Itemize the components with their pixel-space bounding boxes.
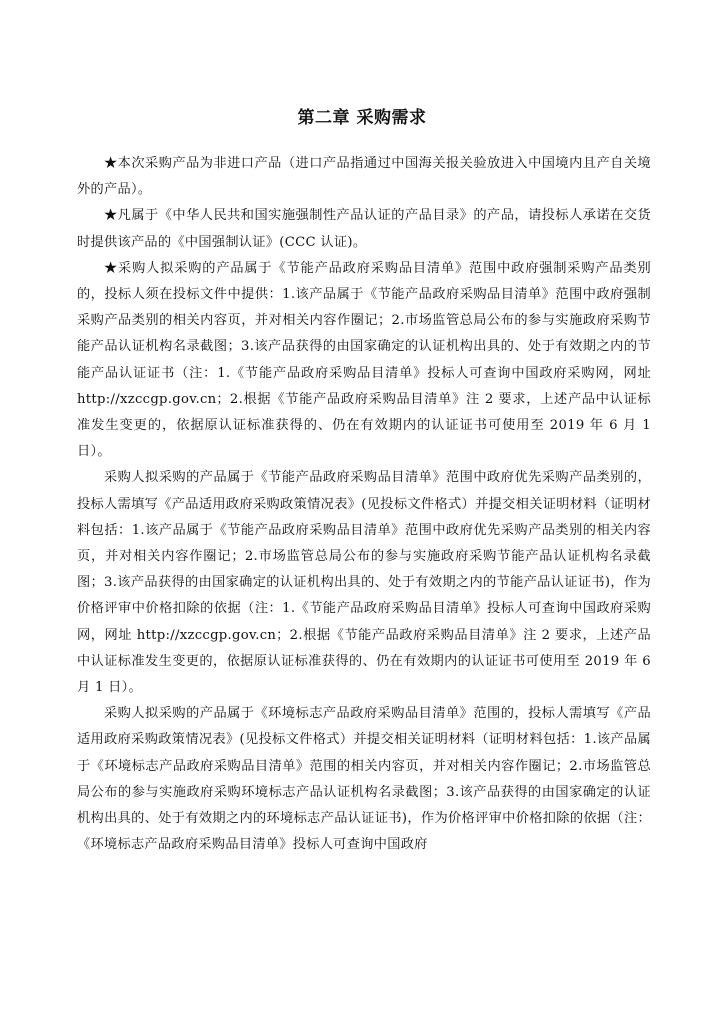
- paragraph-non-import: ★本次采购产品为非进口产品（进口产品指通过中国海关报关验放进入中国境内且产自关境外的产品）。: [77, 156, 651, 198]
- paragraph-energy-saving-mandatory: ★采购人拟采购的产品属于《节能产品政府采购品目清单》范围中政府强制采购产品类别的，投标人须在投标文件中提供：1.该产品属于《节能产品政府采购品目清单》范围中政府强制采购产品类别的相关内容页，并对相关内容作圈记；2.市场监管总局公布的参与实施政府采购节能产品认证机构名录截图；3.该产品获得的由国家确定的认证机构出具的、处于有效期之内的节能产品认证证书（注：1.《节能产品政府采购品目清单》投标人可查询中国政府采购网，网址 http://xzccgp.gov.cn；2.根据《节能产品政府采购品目清单》注 2 要求，上述产品中认证标准发生变更的，依据原认证标准获得的、仍在有效期内的认证证书可使用至 2019 年 6 月 1 日）。: [77, 260, 651, 460]
- chapter-title: 第二章 采购需求: [297, 108, 427, 128]
- body-text: [77, 151, 651, 858]
- paragraph-energy-saving-priority: 采购人拟采购的产品属于《节能产品政府采购品目清单》范围中政府优先采购产品类别的，投标人需填写《产品适用政府采购政策情况表》(见投标文件格式）并提交相关证明材料（证明材料包括：1.该产品属于《节能产品政府采购品目清单》范围中政府优先采购产品类别的相关内容页，并对相关内容作圈记；2.市场监管总局公布的参与实施政府采购节能产品认证机构名录截图；3.该产品获得的由国家确定的认证机构出具的、处于有效期之内的节能产品认证证书)，作为价格评审中价格扣除的依据（注：1.《节能产品政府采购品目清单》投标人可查询中国政府采购网，网址 http://xzccgp.gov.cn；2.根据《节能产品政府采购品目清单》注 2 要求，上述产品中认证标准发生变更的，依据原认证标准获得的、仍在有效期内的认证证书可使用至 2019 年 6 月 1 日）。: [77, 470, 651, 696]
- paragraph-environmental-label: 采购人拟采购的产品属于《环境标志产品政府采购品目清单》范围的，投标人需填写《产品适用政府采购政策情况表》(见投标文件格式）并提交相关证明材料（证明材料包括：1.该产品属于《环境标志产品政府采购品目清单》范围的相关内容页，并对相关内容作圈记；2.市场监管总局公布的参与实施政府采购环境标志产品认证机构名录截图；3.该产品获得的由国家确定的认证机构出具的、处于有效期之内的环境标志产品认证证书)，作为价格评审中价格扣除的依据（注：《环境标志产品政府采购品目清单》投标人可查询中国政府: [77, 706, 651, 853]
- paragraph-ccc-certification: ★凡属于《中华人民共和国实施强制性产品认证的产品目录》的产品，请投标人承诺在交货时提供该产品的《中国强制认证》(CCC 认证)。: [77, 208, 651, 250]
